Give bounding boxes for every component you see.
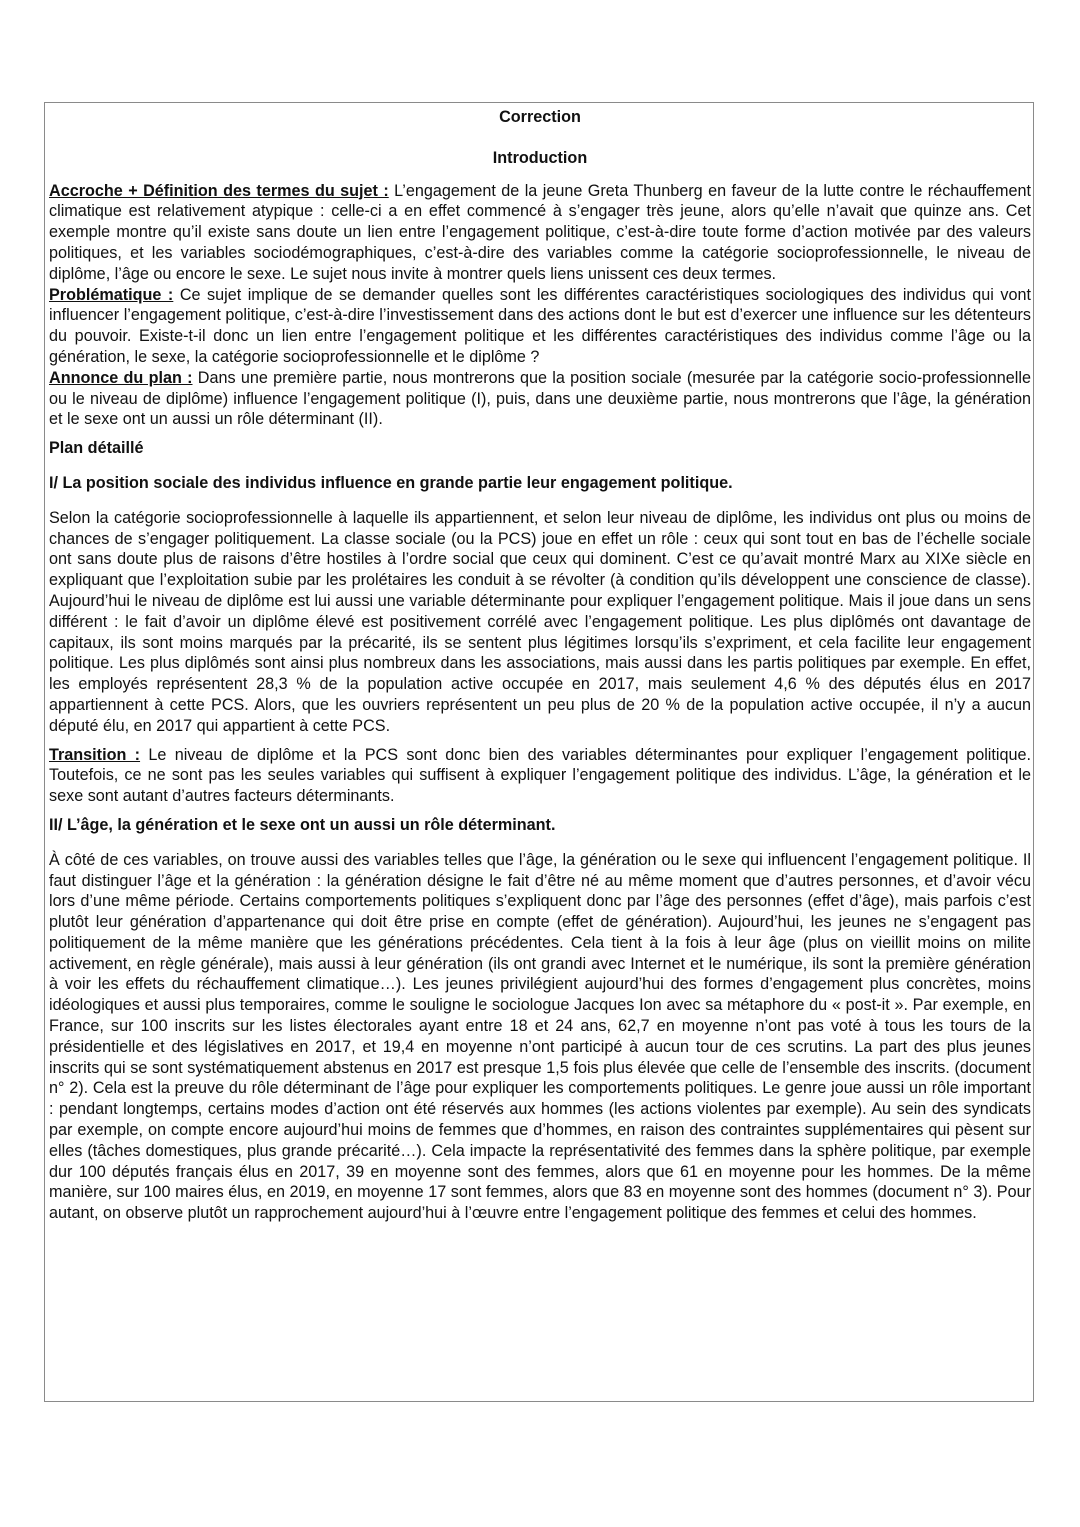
text-accroche: L’engagement de la jeune Greta Thunberg en faveur de la lutte contre le réchauffement climatique est relativement atypique : celle-ci a en effet commencé à s’engager très jeune, alors qu’elle n’avait que quinze ans. Cet exemple montre qu’il existe sans doute un lien entre l’engagement politique, c’est-à-dire toute forme d’action motivée par des valeurs politiques, et les variables sociodémographiques, c’est-à-dire des variables comme la catégorie socioprofessionnelle, le niveau de diplôme, l’âge ou encore le sexe. Le sujet nous invite à montrer quels liens unissent ces deux termes. [49,181,1031,283]
text-problematique: Ce sujet implique de se demander quelles sont les différentes caractéristiques sociologiques des individus qui vont influencer l’engagement politique, c’est-à-dire l’investissement dans des actions dont le but est d’exercer une influence sur les détenteurs du pouvoir. Existe-t-il donc un lien entre l’engagement politique et les différentes caractéristiques des individus comme l’âge ou la génération, le sexe, la catégorie socioprofessionnelle et le diplôme ? [49,285,1031,366]
paragraph-part1: Selon la catégorie socioprofessionnelle à laquelle ils appartiennent, et selon leur niveau de diplôme, les individus ont plus ou moins de chances de s’engager politiquement. La classe sociale (ou la PCS) joue en effet un rôle : ceux qui sont tout en bas de l’échelle sociale ont sans doute plus de raisons d’être hostiles à l’ordre social que ceux qui dominent. C’est ce qu’avait montré Marx au XIXe siècle en expliquant que l’exploitation subie par les prolétaires les conduit à se révolter (à condition qu’ils développent une conscience de classe). Aujourd’hui le niveau de diplôme est lui aussi une variable déterminante pour expliquer l’engagement politique. Mais il joue dans un sens différent : le fait d’avoir un diplôme élevé est positivement corrélé avec l’engagement politique. Les plus diplômés ont davantage de capitaux, ils sont moins marqués par la précarité, ils se sentent plus légitimes lorsqu’ils s’expriment, et cela facilite leur engagement politique. Les plus diplômés sont ainsi plus nombreux dans les associations, mais aussi dans les partis politiques par exemple. En effet, les employés représentent 28,3 % de la population active occupée en 2017, mais seulement 4,6 % des députés élus en 2017 appartiennent à cette PCS. Alors, que les ouvriers représentent un peu plus de 20 % de la population active occupée, il n’y a aucun député élu, en 2017 qui appartient à cette PCS. [49,508,1031,735]
text-transition: Le niveau de diplôme et la PCS sont donc bien des variables déterminantes pour expliquer l’engagement politique. Toutefois, ce ne sont pas les seules variables qui suffisent à expliquer l’engagement politique des individus. L’âge, la génération et le sexe sont autant d’autres facteurs déterminants. [49,745,1031,806]
heading-plan-detaille: Plan détaillé [49,439,144,458]
paragraph-annonce [49,368,1031,430]
paragraph-accroche [49,181,1031,285]
label-transition: Transition : [49,745,141,764]
label-annonce: Annonce du plan : [49,368,193,387]
label-problematique: Problématique : [49,285,174,304]
title-introduction: Introduction [492,148,588,167]
paragraph-transition [49,745,1031,807]
text-annonce: Dans une première partie, nous montrerons que la position sociale (mesurée par la catégorie socio-professionnelle ou le niveau de diplôme) influence l’engagement politique (I), puis, dans une deuxième partie, nous montrerons que l’âge, la génération et le sexe ont un aussi un rôle déterminant (II). [49,368,1031,429]
paragraph-part2: À côté de ces variables, on trouve aussi des variables telles que l’âge, la génération ou le sexe qui influencent l’engagement politique. Il faut distinguer l’âge et la génération : la génération désigne le fait d’être né au même moment que d’autres personnes, et d’avoir vécu lors d’une même période. Certains comportements politiques s’expliquent donc par l’âge des personnes (effet d’âge), mais parfois c’est plutôt leur génération d’appartenance qui doit être prise en compte (effet de génération). Aujourd’hui, les jeunes ne s’engagent pas politiquement de la même manière que les générations précédentes. Cela tient à la fois à leur âge (plus on vieillit moins on milite activement, en règle générale), mais aussi à leur génération (ils ont grandi avec Internet et le numérique, ils sont la première génération à voir les effets du réchauffement climatique…). Les jeunes privilégient aujourd’hui des formes d’engagement plus concrètes, moins idéologiques et aussi plus temporaires, comme le souligne le sociologue Jacques Ion avec sa métaphore du « post-it ». Par exemple, en France, sur 100 inscrits sur les listes électorales ayant entre 18 et 24 ans, 62,7 en moyenne n’ont pas voté à tous les tours de la présidentielle et des législatives en 2017, et 19,4 en moyenne n’ont participé à aucun tour de ces scrutins. La part des plus jeunes inscrits qui se sont systématiquement abstenus en 2017 est presque 1,5 fois plus élevée que celle de l’ensemble des inscrits. (document n° 2). Cela est la preuve du rôle déterminant de l’âge pour expliquer les comportements politiques. Le genre joue aussi un rôle important : pendant longtemps, certains modes d’action ont été réservés aux hommes (les actions violentes par exemple). Au sein des syndicats par exemple, on compte encore aujourd’hui moins de femmes que d’hommes, en raison des contraintes supplémentaires qui pèsent sur elles (tâches domestiques, plus grande précarité…). Cela impacte la représentativité des femmes dans la sphère politique, par exemple dur 100 députés français élus en 2017, 39 en moyenne sont des femmes, alors que 61 en moyenne pour les hommes. De la même manière, sur 100 maires élus, en 2019, en moyenne 17 sont femmes, alors que 83 en moyenne sont des hommes (document n° 3). Pour autant, on observe plutôt un rapprochement aujourd’hui à l’œuvre entre l’engagement politique des femmes et celui des hommes. [49,850,1031,1223]
paragraph-problematique [49,285,1031,368]
label-accroche: Accroche + Définition des termes du sujet : [49,181,389,200]
title-correction: Correction [499,108,581,126]
heading-part2: II/ L’âge, la génération et le sexe ont un aussi un rôle déterminant. [49,815,556,834]
document-body [49,107,1031,1224]
heading-part1: I/ La position sociale des individus influence en grande partie leur engagement politique. [49,473,733,492]
